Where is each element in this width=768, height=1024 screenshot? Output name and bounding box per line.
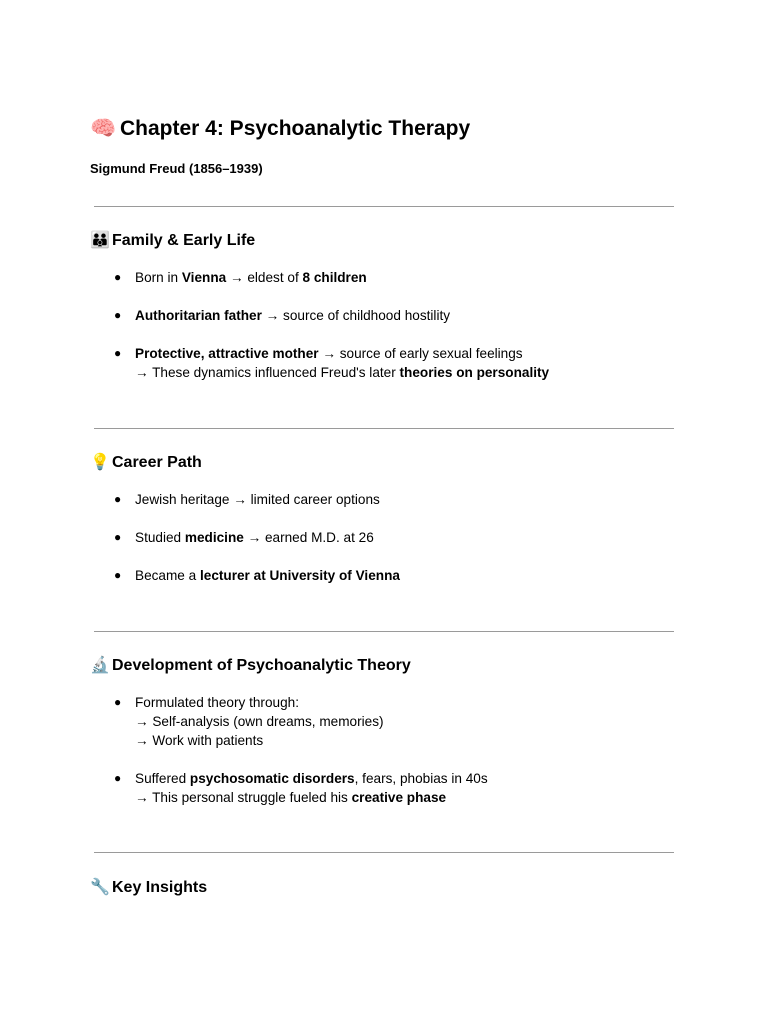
item-text: → eldest of	[226, 270, 303, 285]
item-bold-text: lecturer at University of Vienna	[199, 568, 400, 583]
item-bold-text: theories on personality	[399, 365, 550, 380]
section-divider	[94, 428, 674, 429]
item-bold-text: creative phase	[351, 790, 447, 805]
page-subtitle: Sigmund Freud (1856–1939)	[90, 161, 263, 176]
item-bold-text: Vienna	[181, 270, 227, 285]
item-bold-text: psychosomatic disorders	[189, 771, 355, 786]
item-continuation: → Self-analysis (own dreams, memories)	[135, 714, 384, 729]
section-heading-family	[90, 230, 255, 252]
bullet-icon: ●	[114, 308, 122, 322]
document-page: 🧠 Chapter 4: Psychoanalytic Therapy Sigmund Freud (1856–1939) 👪 Family & Early Life ● Born in Vienna → eldest of 8 children ● Authoritarian father → source of childhood hostility ● Protective, attractive mother → source of early sexual feelings → These dynamics influenced Freud's later theories on personality 💡 Career Path ● Jewish heritage → limited career options ● Studied medicine → earned M.D. at 26 ● Became a lecturer at University of Vienna 🔬 Development of Psychoanalytic Theory ● Formulated theory through: → Self-analysis (own dreams, memories) → Work with patients ● Suffered psychosomatic disorders, fears, phobias in 40s → This personal struggle fueled his creative phase 🔧 Key Insights	[0, 0, 768, 1024]
item-bold-text: Protective, attractive mother	[135, 346, 319, 361]
section-heading-text: Family & Early Life	[112, 232, 256, 249]
section-heading-development	[90, 655, 411, 677]
item-text: Born in	[135, 270, 182, 285]
item-text: , fears, phobias in 40s	[354, 771, 488, 786]
section-heading-career	[90, 452, 202, 474]
page-title	[90, 115, 470, 143]
bullet-icon: ●	[114, 530, 122, 544]
item-bold-text: 8 children	[302, 270, 367, 285]
item-text: Became a	[135, 568, 200, 583]
item-bold-text: medicine	[184, 530, 244, 545]
wrench-icon: 🔧	[90, 879, 110, 896]
item-continuation: → Work with patients	[135, 733, 264, 748]
item-text: → This personal struggle fueled his	[135, 790, 352, 805]
bullet-icon: ●	[114, 346, 122, 360]
item-text: → source of childhood hostility	[261, 308, 451, 323]
section-divider	[94, 631, 674, 632]
section-heading-text: Career Path	[112, 454, 202, 471]
item-text: Suffered	[135, 771, 190, 786]
bullet-icon: ●	[114, 771, 122, 785]
item-text: Studied	[135, 530, 185, 545]
section-divider	[94, 852, 674, 853]
section-divider	[94, 206, 674, 207]
item-continuation	[135, 788, 446, 807]
section-heading-text: Key Insights	[112, 879, 208, 896]
item-text: → These dynamics influenced Freud's later	[135, 365, 400, 380]
bullet-icon: ●	[114, 695, 122, 709]
section-heading-text: Development of Psychoanalytic Theory	[112, 657, 411, 674]
page-title-text: Chapter 4: Psychoanalytic Therapy	[120, 117, 471, 140]
item-continuation	[135, 363, 549, 382]
item-text: → source of early sexual feelings	[318, 346, 523, 361]
lightbulb-icon: 💡	[90, 454, 110, 471]
item-text: → earned M.D. at 26	[243, 530, 374, 545]
brain-icon: 🧠	[90, 117, 117, 140]
family-icon: 👪	[90, 232, 110, 249]
bullet-icon: ●	[114, 568, 122, 582]
section-heading-insights	[90, 877, 207, 899]
bullet-icon: ●	[114, 270, 122, 284]
microscope-icon: 🔬	[90, 657, 110, 674]
bullet-icon: ●	[114, 492, 122, 506]
item-bold-text: Authoritarian father	[135, 308, 262, 323]
